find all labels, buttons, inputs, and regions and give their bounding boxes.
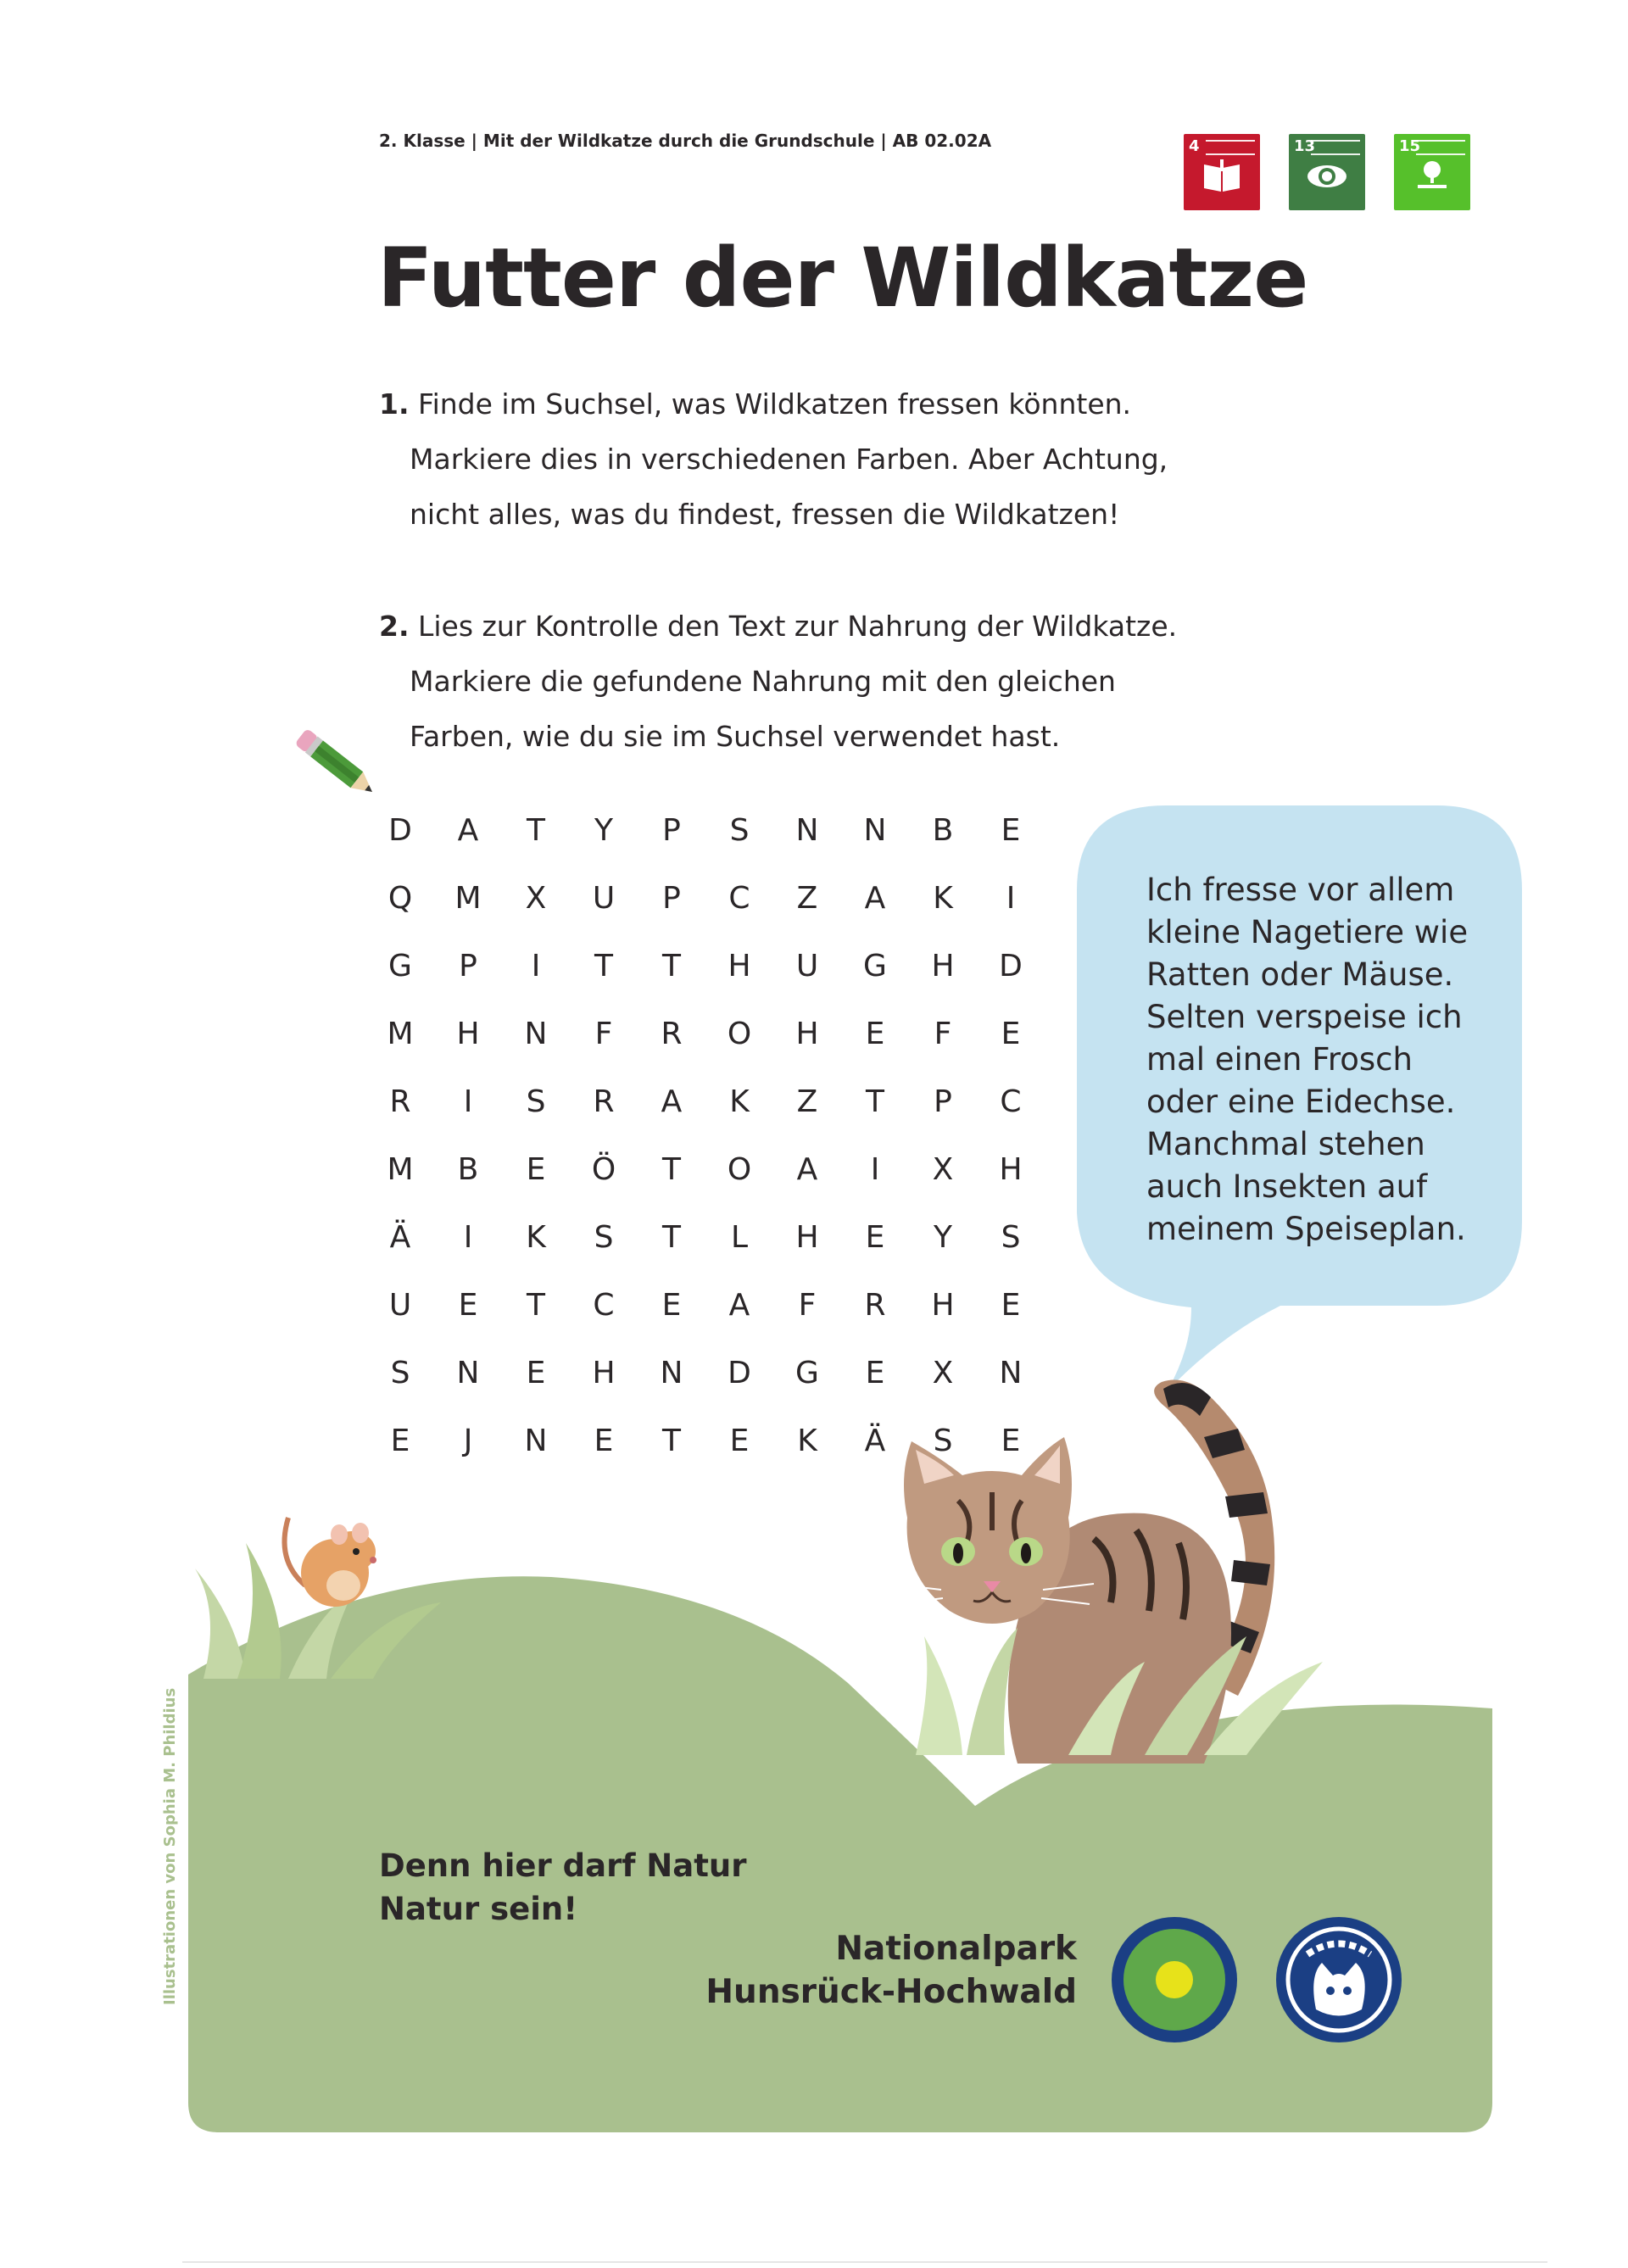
grid-letter[interactable]: E (661, 1288, 682, 1323)
grid-letter[interactable]: Y (594, 813, 613, 848)
grid-letter[interactable]: E (865, 1356, 885, 1390)
grid-letter[interactable]: H (795, 1220, 819, 1255)
grid-letter[interactable]: F (594, 1017, 613, 1051)
grid-letter[interactable]: D (999, 949, 1023, 984)
grid-letter[interactable]: E (729, 1424, 750, 1458)
grid-letter[interactable]: U (795, 949, 819, 984)
grid-letter[interactable]: I (1006, 881, 1016, 916)
grid-letter[interactable]: Ö (591, 1152, 616, 1187)
grid-letter[interactable]: L (730, 1220, 749, 1255)
grid-letter[interactable]: F (934, 1017, 952, 1051)
nationalpark-logo (1111, 1916, 1238, 2043)
park-name: Nationalpark Hunsrück-Hochwald (705, 1930, 1077, 2011)
grid-letter[interactable]: S (933, 1424, 953, 1458)
grid-letter[interactable]: I (463, 1084, 473, 1119)
grid-letter[interactable]: S (594, 1220, 614, 1255)
grid-letter[interactable]: N (524, 1424, 548, 1458)
task-2-line-1: Lies zur Kontrolle den Text zur Nahrung der Wildkatze. (418, 610, 1178, 643)
grid-letter[interactable]: E (390, 1424, 410, 1458)
grid-letter[interactable]: H (592, 1356, 616, 1390)
task-1-line-2: Markiere dies in verschiedenen Farben. Aber Achtung, (410, 443, 1168, 476)
grid-letter[interactable]: E (458, 1288, 478, 1323)
grid-letter[interactable]: S (1001, 1220, 1021, 1255)
grid-letter[interactable]: K (933, 881, 953, 916)
grid-letter[interactable]: Z (796, 1084, 818, 1119)
grid-letter[interactable]: A (728, 1288, 750, 1323)
grid-letter[interactable]: B (457, 1152, 479, 1187)
grid-letter[interactable]: E (1001, 1288, 1021, 1323)
speech-bubble-text: Ich fresse vor allem kleine Nagetiere wie Ratten oder Mäuse. Selten verspeise ich mal einen Frosch oder eine Eidechse. Manchmal stehen auch Insekten auf meinem Speiseplan. (1146, 872, 1469, 1247)
grid-letter[interactable]: K (526, 1220, 546, 1255)
grid-letter[interactable]: K (797, 1424, 817, 1458)
grid-letter[interactable]: T (527, 1288, 545, 1323)
grid-letter[interactable]: X (932, 1356, 954, 1390)
grid-letter[interactable]: O (727, 1017, 752, 1051)
grid-letter[interactable]: H (999, 1152, 1023, 1187)
grid-letter[interactable]: T (662, 1152, 681, 1187)
grid-letter[interactable]: E (1001, 813, 1021, 848)
grid-letter[interactable]: M (454, 881, 482, 916)
footer-slogan: Denn hier darf Natur Natur sein! (379, 1847, 747, 1927)
illustration-credit: Illustrationen von Sophia M. Phildius (161, 1687, 179, 2005)
grid-letter[interactable]: Q (387, 881, 413, 916)
grid-letter[interactable]: I (870, 1152, 880, 1187)
grid-letter[interactable]: C (593, 1288, 615, 1323)
task-2-number: 2. (379, 610, 410, 643)
grid-letter[interactable]: E (865, 1220, 885, 1255)
task-1-line-3: nicht alles, was du findest, fressen die Wildkatzen! (410, 498, 1120, 531)
sdg-15-life-on-land-icon: 15 (1394, 134, 1470, 210)
grid-letter[interactable]: A (864, 881, 886, 916)
grid-letter[interactable]: T (527, 813, 545, 848)
grid-letter[interactable]: T (866, 1084, 884, 1119)
grid-letter[interactable]: X (932, 1152, 954, 1187)
grid-letter[interactable]: H (795, 1017, 819, 1051)
grid-letter[interactable]: T (662, 1424, 681, 1458)
grid-letter[interactable]: H (456, 1017, 480, 1051)
grid-letter[interactable]: E (865, 1017, 885, 1051)
bottom-divider (182, 2261, 1547, 2263)
grid-letter[interactable]: J (463, 1424, 473, 1458)
grid-letter[interactable]: P (459, 949, 477, 984)
sdg-13-climate-action-icon: 13 (1289, 134, 1365, 210)
grid-letter[interactable]: N (795, 813, 819, 848)
grid-letter[interactable]: N (524, 1017, 548, 1051)
grid-letter[interactable]: S (390, 1356, 410, 1390)
grid-letter[interactable]: X (525, 881, 547, 916)
grid-letter[interactable]: R (864, 1288, 886, 1323)
grid-letter[interactable]: E (1001, 1017, 1021, 1051)
grid-letter[interactable]: B (932, 813, 954, 848)
grid-letter[interactable]: N (456, 1356, 480, 1390)
wildcat-illustration (865, 1357, 1391, 1831)
grid-letter[interactable]: A (661, 1084, 683, 1119)
grid-letter[interactable]: U (388, 1288, 412, 1323)
grid-letter[interactable]: T (662, 1220, 681, 1255)
grid-letter[interactable]: Ä (389, 1220, 411, 1255)
grid-letter[interactable]: P (662, 813, 681, 848)
grid-letter[interactable]: I (463, 1220, 473, 1255)
grid-letter[interactable]: H (728, 949, 751, 984)
grid-letter[interactable]: F (798, 1288, 817, 1323)
grid-letter[interactable]: M (387, 1152, 414, 1187)
task-1-line-1: Finde im Suchsel, was Wildkatzen fressen könnten. (418, 387, 1132, 421)
grid-letter[interactable]: G (388, 949, 412, 984)
mouse-illustration (271, 1492, 424, 1619)
grid-letter[interactable]: E (526, 1356, 546, 1390)
grid-letter[interactable]: U (592, 881, 616, 916)
grid-letter[interactable]: Y (934, 1220, 952, 1255)
grid-letter[interactable]: C (728, 881, 750, 916)
grid-letter[interactable]: I (531, 949, 541, 984)
grid-letter[interactable]: E (1001, 1424, 1021, 1458)
grid-letter[interactable]: R (593, 1084, 615, 1119)
grid-letter[interactable]: G (795, 1356, 819, 1390)
task-2-line-2: Markiere die gefundene Nahrung mit den gleichen (410, 665, 1116, 698)
grid-letter[interactable]: T (594, 949, 613, 984)
grid-letter[interactable]: K (729, 1084, 750, 1119)
grid-letter[interactable]: E (526, 1152, 546, 1187)
grid-letter[interactable]: P (662, 881, 681, 916)
grid-letter[interactable]: H (931, 1288, 955, 1323)
grid-letter[interactable]: R (389, 1084, 411, 1119)
task-2-line-3: Farben, wie du sie im Suchsel verwendet hast. (410, 720, 1061, 753)
grid-letter[interactable]: G (863, 949, 887, 984)
grid-letter[interactable]: A (457, 813, 479, 848)
grid-letter[interactable]: N (863, 813, 887, 848)
grid-letter[interactable]: E (594, 1424, 614, 1458)
grid-letter[interactable]: T (662, 949, 681, 984)
page-title: Futter der Wildkatze (377, 231, 1308, 326)
grid-letter[interactable]: D (388, 813, 412, 848)
sdg-4-quality-education-icon: 4 (1184, 134, 1260, 210)
worksheet-breadcrumb: 2. Klasse | Mit der Wildkatze durch die Grundschule | AB 02.02A (379, 131, 992, 151)
grid-letter[interactable]: R (661, 1017, 683, 1051)
grid-letter[interactable]: M (387, 1017, 414, 1051)
grid-letter[interactable]: Ä (864, 1424, 886, 1458)
wildcat-logo (1275, 1916, 1402, 2043)
grid-letter[interactable]: H (931, 949, 955, 984)
grid-letter[interactable]: D (728, 1356, 751, 1390)
grid-letter[interactable]: Z (796, 881, 818, 916)
task-1-number: 1. (379, 387, 410, 421)
grid-letter[interactable]: S (526, 1084, 546, 1119)
grid-letter[interactable]: C (1000, 1084, 1022, 1119)
grid-letter[interactable]: A (796, 1152, 818, 1187)
grid-letter[interactable]: O (727, 1152, 752, 1187)
grid-letter[interactable]: P (934, 1084, 952, 1119)
grid-letter[interactable]: N (660, 1356, 683, 1390)
grid-letter[interactable]: N (999, 1356, 1023, 1390)
grid-letter[interactable]: S (729, 813, 750, 848)
